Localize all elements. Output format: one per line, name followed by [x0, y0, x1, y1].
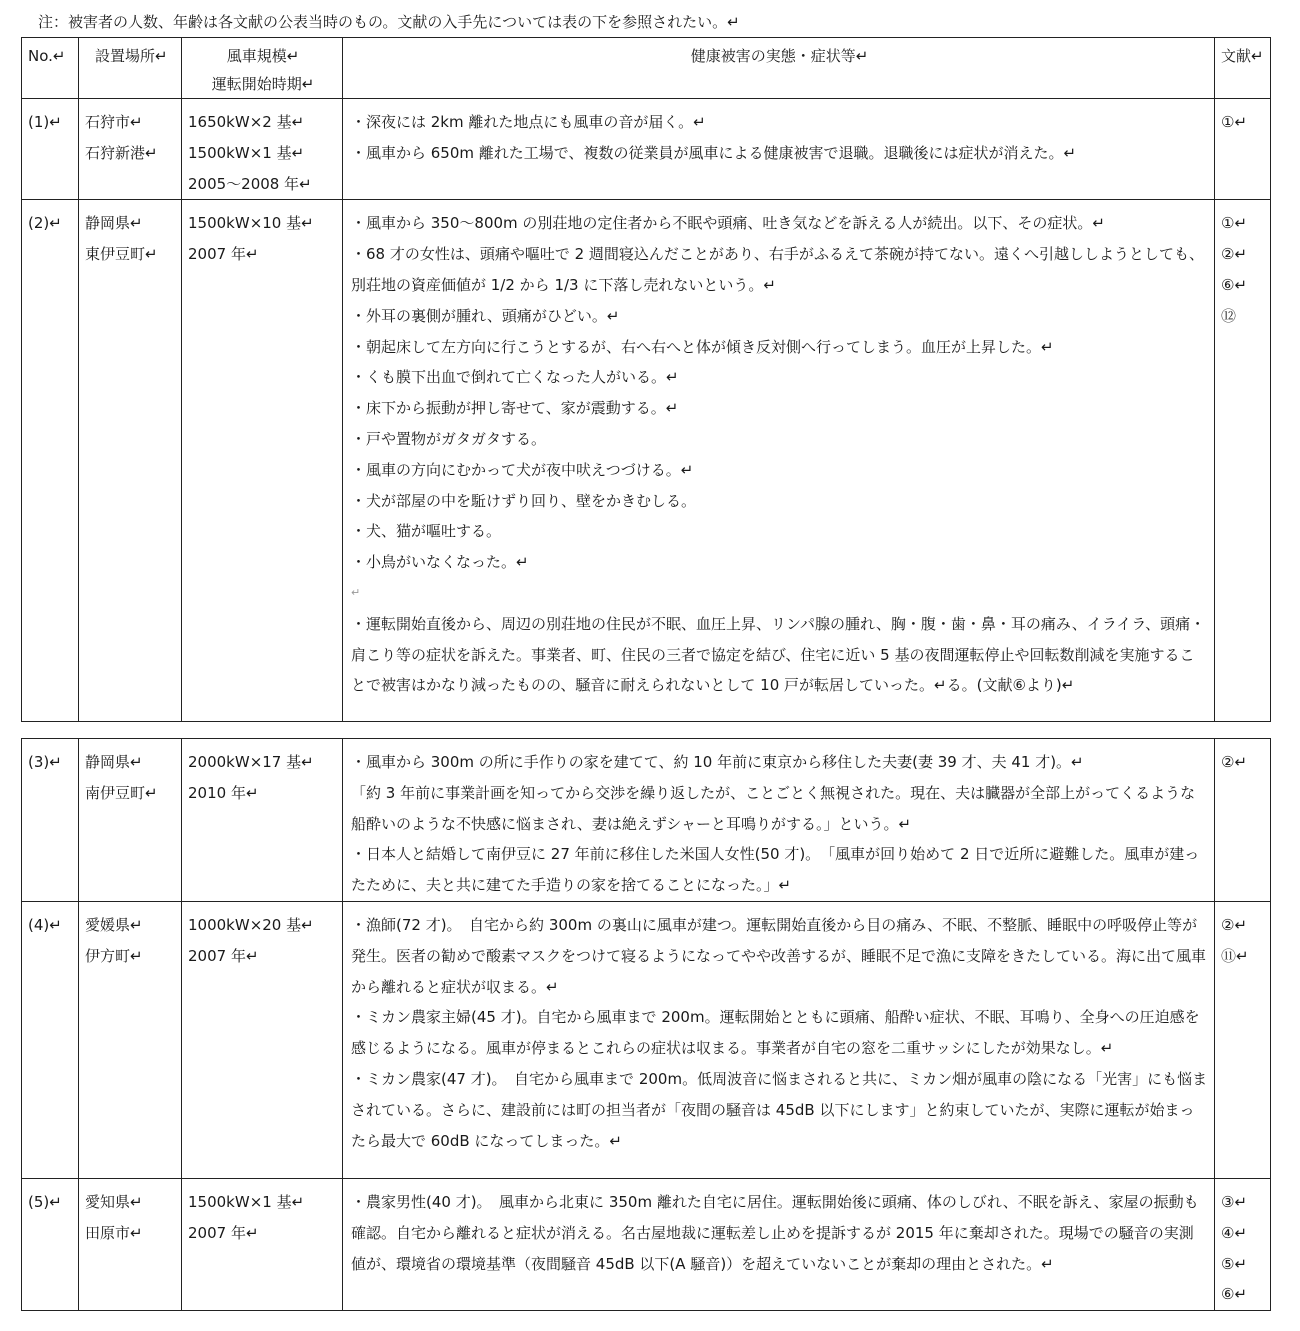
row-place — [79, 739, 182, 902]
row-no: (4)↵ — [22, 901, 79, 1178]
ref-mark: ②↵ — [1221, 245, 1248, 264]
row-no: (2)↵ — [22, 200, 79, 722]
scale-line: 1000kW×20 基↵ — [188, 915, 314, 934]
row-desc — [343, 99, 1215, 200]
ref-mark: ⑪↵ — [1221, 946, 1249, 965]
desc-item: ・運転開始直後から、周辺の別荘地の住民が不眠、血圧上昇、リンパ腺の腫れ、胸・腹・歯・鼻・耳の痛み、イライラ、頭痛・肩こり等の症状を訴えた。事業者、町、住民の三者で協定を結び、住宅に近い 5 基の夜間運転停止や回転数削減を実施することで被害はかなり減ったものの、騒音に耐えられないとして 10 戸が転居していった。↵る。(文献⑥より)↵ — [351, 614, 1206, 695]
header-place: 設置場所↵ — [79, 38, 182, 99]
ref-mark: ⑤↵ — [1221, 1254, 1248, 1273]
place-line: 静岡県↵ — [85, 214, 143, 233]
scale-line: 2005～2008 年↵ — [188, 174, 312, 193]
desc-item: ・風車から 350～800m の別荘地の定住者から不眠や頭痛、吐き気などを訴える人が続出。以下、その症状。↵ — [351, 214, 1105, 233]
row-desc — [343, 200, 1215, 722]
row-refs — [1215, 99, 1271, 200]
row-scale — [182, 99, 343, 200]
scale-line: 2007 年↵ — [188, 946, 259, 965]
desc-item: ・風車から 300m の所に手作りの家を建てて、約 10 年前に東京から移住した夫妻(妻 39 才、夫 41 才)。↵ — [351, 753, 1084, 771]
row-refs — [1215, 200, 1271, 722]
ref-mark: ⑥↵ — [1221, 1285, 1248, 1304]
row-scale — [182, 901, 343, 1178]
row-place — [79, 901, 182, 1178]
place-line: 東伊豆町↵ — [85, 245, 158, 264]
health-damage-table-part2 — [21, 738, 1271, 1311]
scale-line: 2007 年↵ — [188, 1223, 259, 1242]
header-scale-line2: 運転開始時期↵ — [211, 75, 315, 93]
place-line: 愛媛県↵ — [85, 915, 143, 934]
desc-item: ・くも膜下出血で倒れて亡くなった人がいる。↵ — [351, 368, 679, 387]
desc-item: ・風車の方向にむかって犬が夜中吠えつづける。↵ — [351, 460, 694, 479]
ref-mark: ③↵ — [1221, 1192, 1248, 1211]
row-no: (3)↵ — [22, 739, 79, 902]
row-desc — [343, 739, 1215, 902]
desc-item: ・戸や置物がガタガタする。 — [351, 429, 547, 448]
table-row — [22, 200, 1271, 722]
place-line: 田原市↵ — [85, 1223, 143, 1242]
desc-item: ・深夜には 2km 離れた地点にも風車の音が届く。↵ — [351, 113, 706, 131]
scale-line: 2000kW×17 基↵ — [188, 753, 314, 771]
row-refs — [1215, 1178, 1271, 1310]
row-scale — [182, 739, 343, 902]
scale-line: 1500kW×1 基↵ — [188, 143, 305, 162]
desc-item: ・農家男性(40 才)。 風車から北東に 350m 離れた自宅に居住。運転開始後に頭痛、体のしびれ、不眠を訴え、家屋の振動も確認。自宅から離れると症状が消える。名古屋地裁に運転差し止めを提訴するが 2015 年に棄却された。現場での騒音の実測値が、環境省の環境基準（夜間騒音 45dB 以下(A 騒音)）を超えていないことが棄却の理由とされた。↵ — [351, 1192, 1199, 1273]
ref-mark: ①↵ — [1221, 113, 1248, 131]
desc-item: 「約 3 年前に事業計画を知ってから交渉を繰り返したが、ことごとく無視された。現在、夫は臓器が全部上がってくるような船酔いのような不快感に悩まされ、妻は絶えずシャーと耳鳴りがする。」という。↵ — [351, 783, 1196, 833]
ref-mark: ①↵ — [1221, 214, 1248, 233]
table-row — [22, 99, 1271, 200]
row-scale — [182, 1178, 343, 1310]
desc-item: ・犬、猫が嘔吐する。 — [351, 522, 502, 541]
row-place — [79, 1178, 182, 1310]
desc-item: ・68 才の女性は、頭痛や嘔吐で 2 週間寝込んだことがあり、右手がふるえて茶碗が持てない。遠くへ引越ししようとしても、別荘地の資産価値が 1/2 から 1/3 に下落し売れないという。↵ — [351, 245, 1204, 294]
desc-item: ・朝起床して左方向に行こうとするが、右へ右へと体が傾き反対側へ行ってしまう。血圧が上昇した。↵ — [351, 337, 1054, 356]
row-no: (1)↵ — [22, 99, 79, 200]
scale-line: 1500kW×1 基↵ — [188, 1192, 305, 1211]
place-line: 南伊豆町↵ — [85, 783, 158, 802]
scale-line: 1650kW×2 基↵ — [188, 113, 305, 131]
row-refs — [1215, 901, 1271, 1178]
desc-item: ・風車から 650m 離れた工場で、複数の従業員が風車による健康被害で退職。退職後には症状が消えた。↵ — [351, 143, 1077, 162]
table-note: 注：被害者の人数、年齢は各文献の公表当時のもの。文献の入手先については表の下を参照されたい。↵ — [38, 13, 740, 31]
header-scale-line1: 風車規模↵ — [226, 47, 300, 65]
scale-line: 1500kW×10 基↵ — [188, 214, 314, 233]
desc-item: ・犬が部屋の中を駈けずり回り、壁をかきむしる。 — [351, 491, 697, 510]
header-desc: 健康被害の実態・症状等↵ — [343, 38, 1215, 99]
row-place — [79, 200, 182, 722]
desc-item: ・ミカン農家主婦(45 才)。自宅から風車まで 200m。運転開始とともに頭痛、船酔い症状、不眠、耳鳴り、全身への圧迫感を感じるようになる。風車が停まるとこれらの症状は収まる。事業者が自宅の窓を二重サッシにしたが効果なし。↵ — [351, 1008, 1200, 1058]
row-no: (5)↵ — [22, 1178, 79, 1310]
desc-item: ・日本人と結婚して南伊豆に 27 年前に移住した米国人女性(50 才)。 「風車が回り始めて 2 日で近所に避難した。風車が建ったために、夫と共に建てた手造りの家を捨てることになった。」↵ — [351, 845, 1200, 895]
header-row — [22, 38, 1271, 99]
desc-item: ・床下から振動が押し寄せて、家が震動する。↵ — [351, 399, 679, 418]
place-line: 愛知県↵ — [85, 1192, 143, 1211]
table-row — [22, 1178, 1271, 1310]
ref-mark: ②↵ — [1221, 915, 1248, 934]
paragraph-mark: ↵ — [351, 585, 361, 599]
header-ref: 文献↵ — [1215, 38, 1271, 99]
place-line: 石狩新港↵ — [85, 143, 158, 162]
header-scale — [182, 38, 343, 99]
ref-mark: ⑫ — [1221, 306, 1237, 325]
place-line: 静岡県↵ — [85, 753, 143, 771]
row-desc — [343, 901, 1215, 1178]
desc-item: ・小鳥がいなくなった。↵ — [351, 553, 529, 572]
row-refs — [1215, 739, 1271, 902]
row-desc — [343, 1178, 1215, 1310]
desc-item: ・外耳の裏側が腫れ、頭痛がひどい。↵ — [351, 306, 620, 325]
table-row — [22, 901, 1271, 1178]
table-row — [22, 739, 1271, 902]
ref-mark: ②↵ — [1221, 753, 1248, 771]
place-line: 伊方町↵ — [85, 946, 143, 965]
desc-item: ・漁師(72 才)。 自宅から約 300m の裏山に風車が建つ。運転開始直後から目の痛み、不眠、不整脈、睡眠中の呼吸停止等が発生。医者の勧めで酸素マスクをつけて寝るようになってやや改善するが、睡眠不足で漁に支障をきたしている。海に出て風車から離れると症状が収まる。↵ — [351, 915, 1207, 996]
scale-line: 2010 年↵ — [188, 783, 259, 802]
health-damage-table-part1 — [21, 37, 1271, 722]
row-place — [79, 99, 182, 200]
header-no: No.↵ — [22, 38, 79, 99]
scale-line: 2007 年↵ — [188, 245, 259, 264]
row-scale — [182, 200, 343, 722]
ref-mark: ④↵ — [1221, 1223, 1248, 1242]
ref-mark: ⑥↵ — [1221, 275, 1248, 294]
place-line: 石狩市↵ — [85, 113, 143, 131]
desc-item: ・ミカン農家(47 才)。 自宅から風車まで 200m。低周波音に悩まされると共に、ミカン畑が風車の陰になる「光害」にも悩まされている。さらに、建設前には町の担当者が「夜間の騒音は 45dB 以下にします」と約束していたが、実際に運転が始まったら最大で 60dB になってしまった。↵ — [351, 1069, 1208, 1150]
